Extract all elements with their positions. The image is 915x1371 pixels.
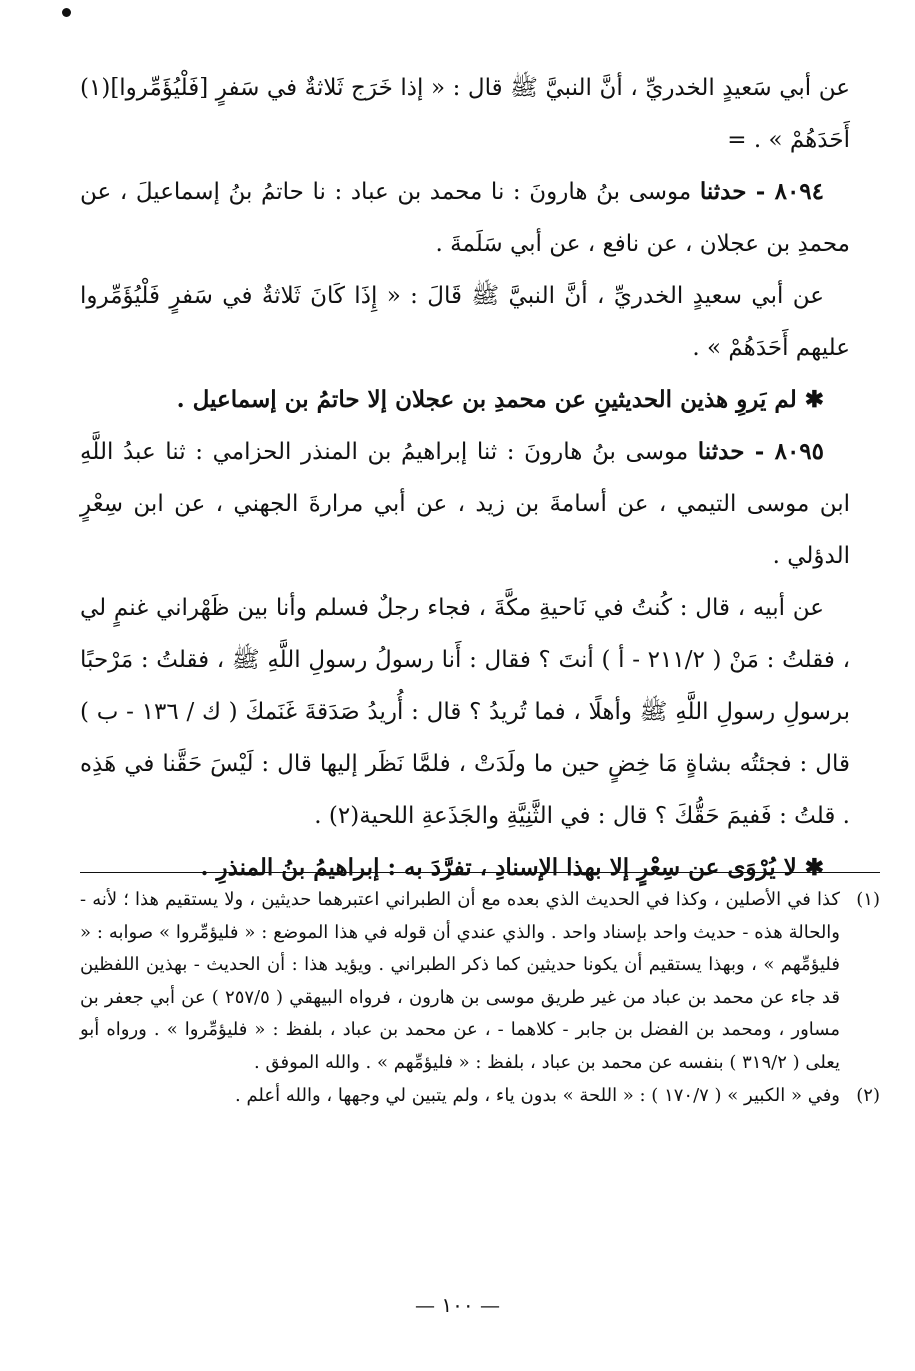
footnote-2	[80, 1080, 880, 1113]
hadith-8093-matn	[80, 62, 850, 166]
footnote-divider	[80, 872, 880, 873]
footnote-1	[80, 884, 880, 1080]
hadith-8094-matn	[80, 270, 850, 374]
footnote-text: وفي « الكبير » ( ١٧٠/٧ ) : « اللحة » بدون ياء ، ولم يتبين لي وجهها ، والله أعلم .	[235, 1084, 840, 1106]
footnote-text: كذا في الأصلين ، وكذا في الحديث الذي بعده مع أن الطبراني اعتبرهما حديثين ، ولا يستقيم هذا ؛ لأنه - والحالة هذه - حديث واحد بإسناد واحد . والذي عندي أن قوله في هذا الموضع : « فليؤمِّروا » صوابه : « فليؤمِّهم » ، وبهذا يستقيم أن يكونا حديثين كما ذكر الطبراني . ويؤيد هذا : أن الحديث - بهذين اللفظين قد جاء عن محمد بن عباد من غير طريق موسى بن هارون ، فرواه البيهقي ( ٢٥٧/٥ ) عن أبي جعفر بن مساور ، ومحمد بن الفضل بن جابر - كلاهما - ، عن محمد بن عباد ، بلفظ : « فليؤمِّروا » . ورواه أبو يعلى ( ٣١٩/٢ ) بنفسه عن محمد بن عباد ، بلفظ : « فليؤمِّهم » . والله الموفق .	[80, 889, 840, 1073]
isnad-text: موسى بنُ هارونَ : ثنا إبراهيمُ بن المنذر الحزامي : ثنا عبدُ اللَّهِ ابن موسى التيمي ، عن أسامةَ بن زيد ، عن أبي مرارةَ الجهني ، عن ابن سِعْرٍ الدؤلي .	[80, 439, 850, 569]
page-mark-dot	[62, 8, 71, 17]
hadith-8095-isnad	[80, 426, 850, 582]
hadith-8094-note	[80, 374, 850, 426]
haddathana-keyword: حدثنا	[699, 178, 747, 205]
page-number: — ١٠٠ —	[415, 1293, 500, 1317]
footnotes	[80, 884, 880, 1112]
hadith-number: ٨٠٩٥ -	[744, 438, 825, 465]
hadith-8094-isnad	[80, 166, 850, 270]
footnote-marker: (١)	[856, 889, 880, 910]
matn-text: عن أبي سعيدٍ الخدريِّ ، أنَّ النبيَّ ﷺ قَالَ : « إِذَا كَانَ ثَلاثةٌ في سَفرٍ فَلْيُؤَمِّروا عليهم أَحَدَهُمْ » .	[80, 283, 850, 361]
tafarrud-note: ✱ لا يُرْوَى عن سِعْرٍ إلا بهذا الإسنادِ ، تفرَّدَ به : إبراهيمُ بنُ المنذرِ .	[200, 854, 824, 881]
haddathana-keyword: حدثنا	[697, 438, 745, 465]
matn-text: عن أبي سَعيدٍ الخدريِّ ، أنَّ النبيَّ ﷺ قال : « إذا خَرَج ثَلاثةٌ في سَفرٍ [فَلْيُؤَمِّروا](١) أَحَدَهُمْ » . =	[80, 75, 850, 153]
tafarrud-note: ✱ لم يَروِ هذين الحديثينِ عن محمدِ بن عجلان إلا حاتمُ بن إسماعيل .	[176, 386, 824, 413]
main-text	[80, 62, 850, 894]
hadith-number: ٨٠٩٤ -	[746, 178, 825, 205]
hadith-8095-matn	[80, 582, 850, 842]
footnote-marker: (٢)	[856, 1084, 880, 1106]
isnad-text: موسى بنُ هارونَ : نا محمد بن عباد : نا حاتمُ بنُ إسماعيلَ ، عن محمدِ بن عجلان ، عن نافع ، عن أبي سَلَمةَ .	[80, 179, 850, 257]
matn-text: عن أبيه ، قال : كُنتُ في نَاحيةِ مكَّةَ ، فجاء رجلٌ فسلم وأنا بين ظَهْراني غنمٍ لي ، فقلتُ : مَنْ ( ٢١١/٢ - أ ) أنتَ ؟ فقال : أَنا رسولُ رسولِ اللَّهِ ﷺ ، فقلتُ : مَرْحبًا برسولِ رسولِ اللَّهِ ﷺ وأهلًا ، فما تُريدُ ؟ قال : أُريدُ صَدَقةَ غَنَمكَ ( ك / ١٣٦ - ب ) قال : فجئتُه بشاةٍ مَا خِضٍ حين ما ولَدَتْ ، فلمَّا نَظَر إليها قال : لَيْسَ حَقَّنا في هَذِه . قلتُ : فَفيمَ حَقُّكَ ؟ قال : في الثَّنِيَّةِ والجَذَعةِ اللحية(٢) .	[80, 595, 851, 829]
